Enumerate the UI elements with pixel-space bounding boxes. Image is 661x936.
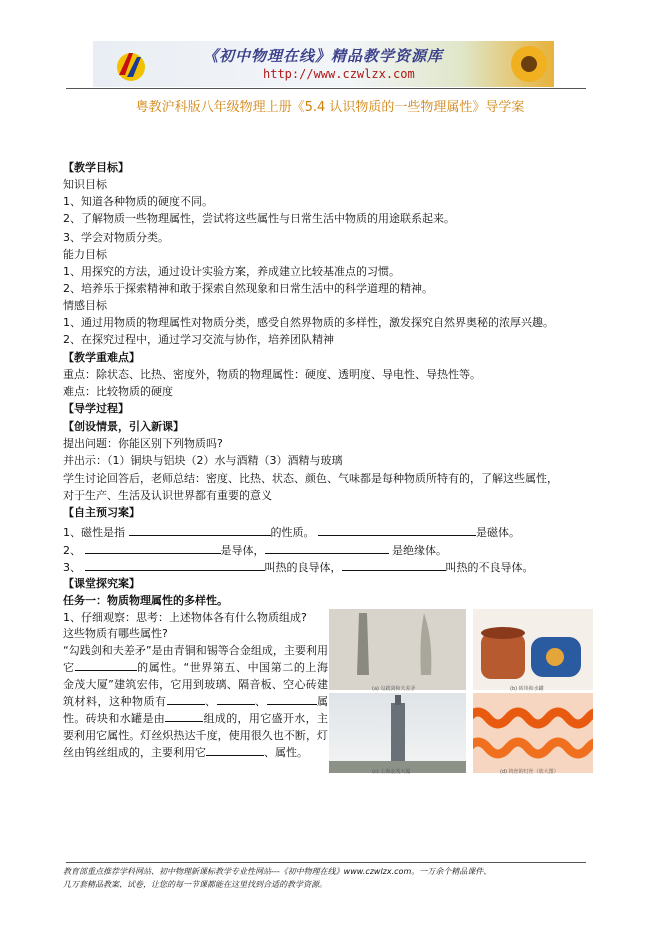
text-line: 难点：比较物质的硬度 <box>63 385 173 398</box>
caption-d: (d) 钨丝的灯丝（放大图） <box>500 769 559 775</box>
preview-question-3 <box>63 559 534 575</box>
text: 的属性。“世界第五、中国第二的上海金茂大厦”建筑宏伟，它用到玻璃、隔音板、空心砖建筑材料，这种物质有 <box>63 661 329 708</box>
banner-title: 《初中物理在线》精品教学资源库 <box>203 47 444 65</box>
answer-blank[interactable] <box>75 660 137 671</box>
text: 、 <box>264 746 275 759</box>
question-observe: 1、仔细观察：思考：上述物体各有什么物质组成? <box>63 611 307 624</box>
photo-sword-spear <box>329 609 466 690</box>
text: 、 <box>254 695 267 708</box>
footer-divider <box>66 862 586 863</box>
question-properties: 这些物质有哪些属性? <box>63 627 168 640</box>
banner-url[interactable]: http://www.czwlzx.com <box>263 67 415 81</box>
text-line: 2、培养乐于探索精神和敢于探索自然现象和日常生活中的科学道理的精神。 <box>63 282 433 295</box>
text-line: 对于生产、生活及认识世界都有重要的意义 <box>63 489 272 502</box>
caption-b: (b) 砖块和水罐 <box>510 686 544 692</box>
text-line: 2、在探究过程中，通过学习交流与协作，培养团队精神 <box>63 333 334 346</box>
section-preview: 【自主预习案】 <box>63 506 140 519</box>
document-title: 粤教沪科版八年级物理上册《5.4 认识物质的一些物理属性》导学案 <box>135 100 525 115</box>
answer-blank[interactable] <box>206 745 264 756</box>
footer-line-1: 教育部重点推荐学科网站、初中物理新课标教学专业性网站---《初中物理在线》www.czwlzx.com。一万余个精品课件、 <box>63 867 492 876</box>
answer-blank[interactable] <box>165 711 203 722</box>
caption-c: (c) 上海金茂大厦 <box>372 769 411 775</box>
answer-blank[interactable] <box>217 694 255 705</box>
caption-a: (a) 勾践剑和夫差矛 <box>372 686 416 692</box>
text: 叫热的不良导体。 <box>445 561 534 574</box>
text: 的性质。 <box>270 526 315 539</box>
answer-blank[interactable] <box>265 542 389 554</box>
section-guide-process: 【导学过程】 <box>63 402 129 415</box>
section-key-points: 【教学重难点】 <box>63 351 140 364</box>
text-line: 并出示：（1）铜块与铝块（2）水与酒精（3）酒精与玻璃 <box>63 454 343 467</box>
text: 1、磁性是指 <box>63 526 125 539</box>
text: “勾践剑和夫差矛”是由青铜和锡等合金组成，主要利用它 <box>63 644 328 674</box>
header-banner <box>93 41 554 87</box>
answer-blank[interactable] <box>167 694 205 705</box>
text-line: 1、用探究的方法，通过设计实验方案，养成建立比较基准点的习惯。 <box>63 265 400 278</box>
sunflower-icon <box>508 43 550 85</box>
answer-blank[interactable] <box>342 559 446 571</box>
text: 、 <box>204 695 217 708</box>
preview-question-1 <box>63 524 520 540</box>
preview-question-2 <box>63 542 447 558</box>
footer-line-2: 几万套精品教案、试卷，让您的每一节课都能在这里找到合适的教学资源。 <box>63 880 327 889</box>
text-line: 3、学会对物质分类。 <box>63 231 169 244</box>
photo-jinmao-tower <box>329 693 466 773</box>
text-line: 2、了解物质一些物理属性，尝试将这些属性与日常生活中物质的用途联系起来。 <box>63 212 455 225</box>
text: 是导体， <box>220 544 265 557</box>
subheading-ability: 能力目标 <box>63 248 107 261</box>
text: 组成的，用它盛开水，主要利用它属性。灯丝炽热达千度，使用很久也不断，灯丝由钨丝组成的，主要利用它 <box>63 712 329 759</box>
section-scenario: 【创设情景，引入新课】 <box>63 420 184 433</box>
text-line: 学生讨论回答后，老师总结：密度、比热、状态、颜色、气味都是每种物质所特有的，了解这些属性， <box>63 472 558 485</box>
text: 叫热的良导体， <box>264 561 342 574</box>
text: 是绝缘体。 <box>392 544 447 557</box>
site-logo-icon <box>113 47 149 83</box>
footer <box>63 865 593 891</box>
text: 3、 <box>63 561 81 574</box>
section-explore: 【课堂探究案】 <box>63 577 140 590</box>
text: 2、 <box>63 544 81 557</box>
answer-blank[interactable] <box>129 524 271 536</box>
explore-paragraph <box>63 642 328 761</box>
section-teaching-goals: 【教学目标】 <box>63 161 129 174</box>
photo-brick-jar <box>473 609 593 690</box>
subheading-emotion: 情感目标 <box>63 299 107 312</box>
photo-tungsten-filament <box>473 693 593 773</box>
subheading-knowledge: 知识目标 <box>63 178 107 191</box>
text-line: 提出问题：你能区别下列物质吗? <box>63 437 223 450</box>
task-one-heading: 任务一：物质物理属性的多样性。 <box>63 594 228 607</box>
text-line: 1、知道各种物质的硬度不同。 <box>63 195 213 208</box>
answer-blank[interactable] <box>85 542 221 554</box>
answer-blank[interactable] <box>85 559 265 571</box>
header-divider <box>66 88 586 89</box>
text: 是磁体。 <box>476 526 520 539</box>
answer-blank[interactable] <box>318 524 476 536</box>
text: 属性。 <box>275 746 308 759</box>
text: 属性。砖块和水罐是由 <box>63 695 328 725</box>
text-line: 重点：除状态、比热、密度外，物质的物理属性：硬度、透明度、导电性、导热性等。 <box>63 368 481 381</box>
answer-blank[interactable] <box>267 694 317 705</box>
text-line: 1、通过用物质的物理属性对物质分类，感受自然界物质的多样性，激发探究自然界奥秘的浓厚兴趣。 <box>63 316 554 329</box>
